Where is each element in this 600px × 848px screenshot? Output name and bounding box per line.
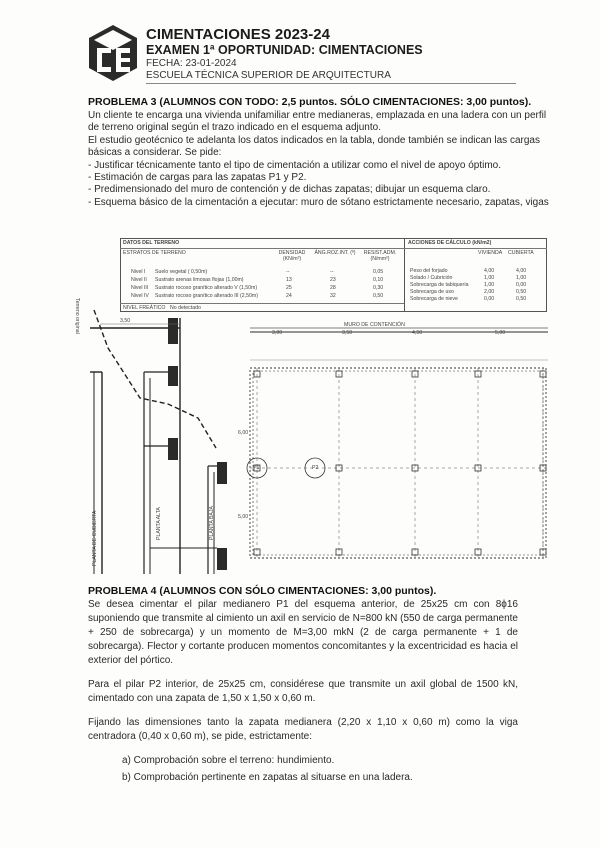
header-school: ESCUELA TÉCNICA SUPERIOR DE ARQUITECTURA [146, 70, 391, 81]
problem4-para: Para el pilar P2 interior, de 25x25 cm, considérese que transmite un axil global de 1500 kN, cimentado con una zapata de 1,50 x 1,50 x 0,60 m. [88, 679, 518, 704]
strata-desc: Suelo vegetal ( 0,50m) [155, 269, 208, 275]
problem4-item: b) Comprobación pertinente en zapatas al situarse en una ladera. [122, 772, 413, 783]
pillar-p2-label: P2 [312, 465, 319, 471]
strata-angle: -- [330, 269, 334, 275]
load-vivienda: 1,00 [484, 282, 495, 288]
problem3-line: básicas a considerar. Se pide: [88, 147, 222, 159]
problem3-title: PROBLEMA 3 (ALUMNOS CON TODO: 2,5 puntos. SÓLO CIMENTACIONES: 3,00 puntos). [88, 96, 532, 108]
wall-label: MURO DE CONTENCIÓN [344, 322, 405, 328]
terrain-original-label: Terreno original [74, 298, 80, 334]
strata-desc: Sustrato rocoso granítico alterado III (2,50m) [155, 293, 258, 299]
strata-header: ESTRATOS DE TERRENO [123, 250, 186, 256]
problem3-line: El estudio geotécnico te adelanta los datos indicados en la tabla, donde también se indican las cargas [88, 134, 540, 146]
strata-density: 25 [286, 285, 292, 291]
plan-drawing [236, 320, 556, 582]
strata-level: Nivel I [131, 269, 146, 275]
load-label: Sobrecarga de nieve [410, 296, 458, 302]
strata-resist: 0,10 [373, 277, 384, 283]
load-label: Solado / Cubrición [410, 275, 453, 281]
load-vivienda: 1,00 [484, 275, 495, 281]
strata-angle: 23 [330, 277, 336, 283]
strata-desc: Sustrato arenas limosas flojas (1,00m) [155, 277, 244, 283]
load-cubierta: 0,50 [516, 296, 527, 302]
problem3-line: - Predimensionado del muro de contención y de dichas zapatas; dibujar un esquema claro. [88, 184, 491, 196]
strata-density: -- [286, 269, 290, 275]
plan-dim-top: 3,50 [342, 330, 353, 336]
problem3-line: de terreno original según el trazo indicado en el esquema adjunto. [88, 122, 381, 134]
strata-desc: Sustrato rocoso granítico alterado V (1,50m) [155, 285, 258, 291]
table-divider [404, 238, 405, 312]
floor-baja-label: PLANTA BAJA [209, 506, 215, 540]
plan-dim-top: 3,00 [272, 330, 283, 336]
strata-level: Nivel III [131, 285, 149, 291]
loads-table-title: ACCIONES DE CÁLCULO (kN/m2) [408, 240, 492, 246]
load-cubierta: 0,00 [516, 282, 527, 288]
water-value: No detectado [170, 305, 201, 311]
problem4-title: PROBLEMA 4 (ALUMNOS CON SÓLO CIMENTACIONES: 3,00 puntos). [88, 585, 437, 597]
load-vivienda: 2,00 [484, 289, 495, 295]
load-label: Peso del forjado [410, 268, 448, 274]
resist-header: RESIST.ADM. (N/mm²) [363, 250, 397, 262]
problem3-line: Un cliente te encarga una vivienda unifamiliar entre medianeras, emplazada en una ladera con un perfil [88, 110, 547, 121]
school-logo [88, 24, 138, 82]
plan-dim-top: 5,00 [495, 330, 506, 336]
floor-cubierta-label: PLANTA DE CUBIERTA [92, 510, 98, 566]
strata-angle: 28 [330, 285, 336, 291]
header-divider [146, 83, 516, 84]
strata-angle: 32 [330, 293, 336, 299]
terrain-table-title: DATOS DEL TERRENO [123, 240, 180, 246]
load-label: Sobrecarga de tabiquería [410, 282, 469, 288]
problem3-line: - Justificar técnicamente tanto el tipo de cimentación a utilizar como el nivel de apoyo óptimo. [88, 159, 501, 171]
strata-density: 24 [286, 293, 292, 299]
plan-dim-left: 5,00 [238, 514, 249, 520]
problem3-line: - Estimación de cargas para las zapatas P1 y P2. [88, 172, 307, 184]
angle-header: ÁNG.ROZ.INT. (º) [314, 250, 356, 256]
load-cubierta: 4,00 [516, 268, 527, 274]
problem4-para: Se desea cimentar el pilar medianero P1 del esquema anterior, de 25x25 cm con 8ϕ16 suponiendo que transmite al cimiento un axil en servicio de N=800 kN (550 de carga permanente + 250 de sobrecarga) y un momento de M=3,00 mkN (2 de carga permanente + 1 de sobrecarga). Flector y cortante producen momentos concomitantes y la excentricidad es hacia el exterior del pórtico. [88, 599, 518, 666]
table-header-rule [120, 248, 547, 249]
problem4-item: a) Comprobación sobre el terreno: hundimiento. [122, 755, 335, 766]
load-cubierta: 0,50 [516, 289, 527, 295]
section-dimension: 3,50 [120, 318, 131, 324]
problem3-line: - Esquema básico de la cimentación a ejecutar: muro de sótano estrictamente necesario, zapatas, vigas [88, 196, 549, 208]
cubierta-header: CUBIERTA [508, 250, 534, 256]
header-date: FECHA: 23-01-2024 [146, 58, 237, 69]
header-title: CIMENTACIONES 2023-24 [146, 26, 330, 43]
strata-level: Nivel II [131, 277, 147, 283]
strata-resist: 0,50 [373, 293, 384, 299]
water-label: NIVEL FREÁTICO [123, 305, 166, 311]
strata-level: Nivel IV [131, 293, 149, 299]
strata-density: 13 [286, 277, 292, 283]
plan-dim-left: 6,00 [238, 430, 249, 436]
problem3-body [88, 110, 549, 209]
pillar-p1-label: P1 [253, 465, 260, 471]
floor-alta-label: PLANTA ALTA [156, 507, 162, 540]
load-label: Sobrecarga de uso [410, 289, 454, 295]
header-exam: EXAMEN 1ª OPORTUNIDAD: CIMENTACIONES [146, 43, 423, 57]
problem4-body [88, 598, 518, 785]
plan-dim-top: 4,50 [412, 330, 423, 336]
vivienda-header: VIVIENDA [478, 250, 503, 256]
strata-resist: 0,05 [373, 269, 384, 275]
load-vivienda: 0,00 [484, 296, 495, 302]
load-vivienda: 4,00 [484, 268, 495, 274]
load-cubierta: 1,00 [516, 275, 527, 281]
strata-resist: 0,30 [373, 285, 384, 291]
density-header: DENSIDAD (KN/m³) [278, 250, 306, 262]
problem4-para: Fijando las dimensiones tanto la zapata medianera (2,20 x 1,10 x 0,60 m) como la viga centradora (0,40 x 0,60 m), se pide, estrictamente: [88, 717, 518, 742]
